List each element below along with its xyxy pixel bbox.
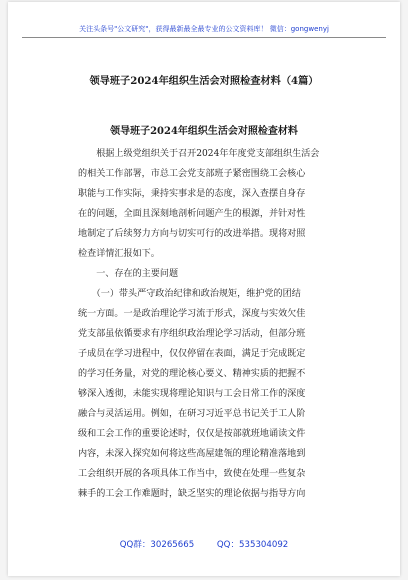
body-line: 检查详情汇报如下。 [78,249,160,259]
section-title: 领导班子2024年组织生活会对照检查材料 [110,126,298,137]
body-line: 在的问题，全面且深刻地剖析问题产生的根源，并针对性 [78,209,306,219]
section-heading: 一、存在的主要问题 [78,269,179,279]
body-line: 融合与灵活运用。例如，在研习习近平总书记关于工人阶 [78,409,306,419]
header-banner: 关注头条号"公文研究"，获得最新最全最专业的公文资料库！ 微信：gongwenyj [79,25,329,33]
footer-qq: QQ：535304092 [216,540,289,550]
document-page [8,2,400,576]
body-line: 内容，未深入探究如何将这些高屋建瓴的理论精准落地到 [78,449,306,459]
footer-contact [8,538,400,550]
body-line: 的相关工作部署，市总工会党支部班子紧密围绕工会核心 [78,169,306,179]
body-line: 职能与工作实际，秉持实事求是的态度，深入查摆自身存 [78,189,306,199]
body-line: 党支部虽依循要求有序组织政治理论学习活动，但部分班 [78,329,306,339]
body-line: 子成员在学习进程中，仅仅停留在表面，满足于完成既定 [78,349,306,359]
body-line: 够深入透彻，未能实现将理论知识与工会日常工作的深度 [78,389,306,399]
body-line: 棘手的工会工作难题时，缺乏坚实的理论依据与指导方向 [78,489,306,499]
body-line: （一）带头严守政治纪律和政治规矩，维护党的团结 [78,289,301,299]
body-line: 根据上级党组织关于召开2024年年度党支部组织生活会 [78,149,320,159]
body-line: 的学习任务量，对党的理论核心要义、精神实质的把握不 [78,369,306,379]
body-text [78,144,346,504]
document-title: 领导班子2024年组织生活会对照检查材料（4篇） [89,75,319,87]
body-line: 工会组织开展的各项具体工作当中，致使在处理一些复杂 [78,469,306,479]
body-line: 统一方面。一是政治理论学习流于形式，深度与实效欠佳 [78,309,306,319]
footer-qq-group: QQ群：30265665 [119,540,195,550]
body-line: 地制定了后续努力方向与切实可行的改进举措。现将对照 [78,229,306,239]
body-line: 级和工会工作的重要论述时，仅仅是按部就班地诵读文件 [78,429,306,439]
header-divider [22,37,386,38]
